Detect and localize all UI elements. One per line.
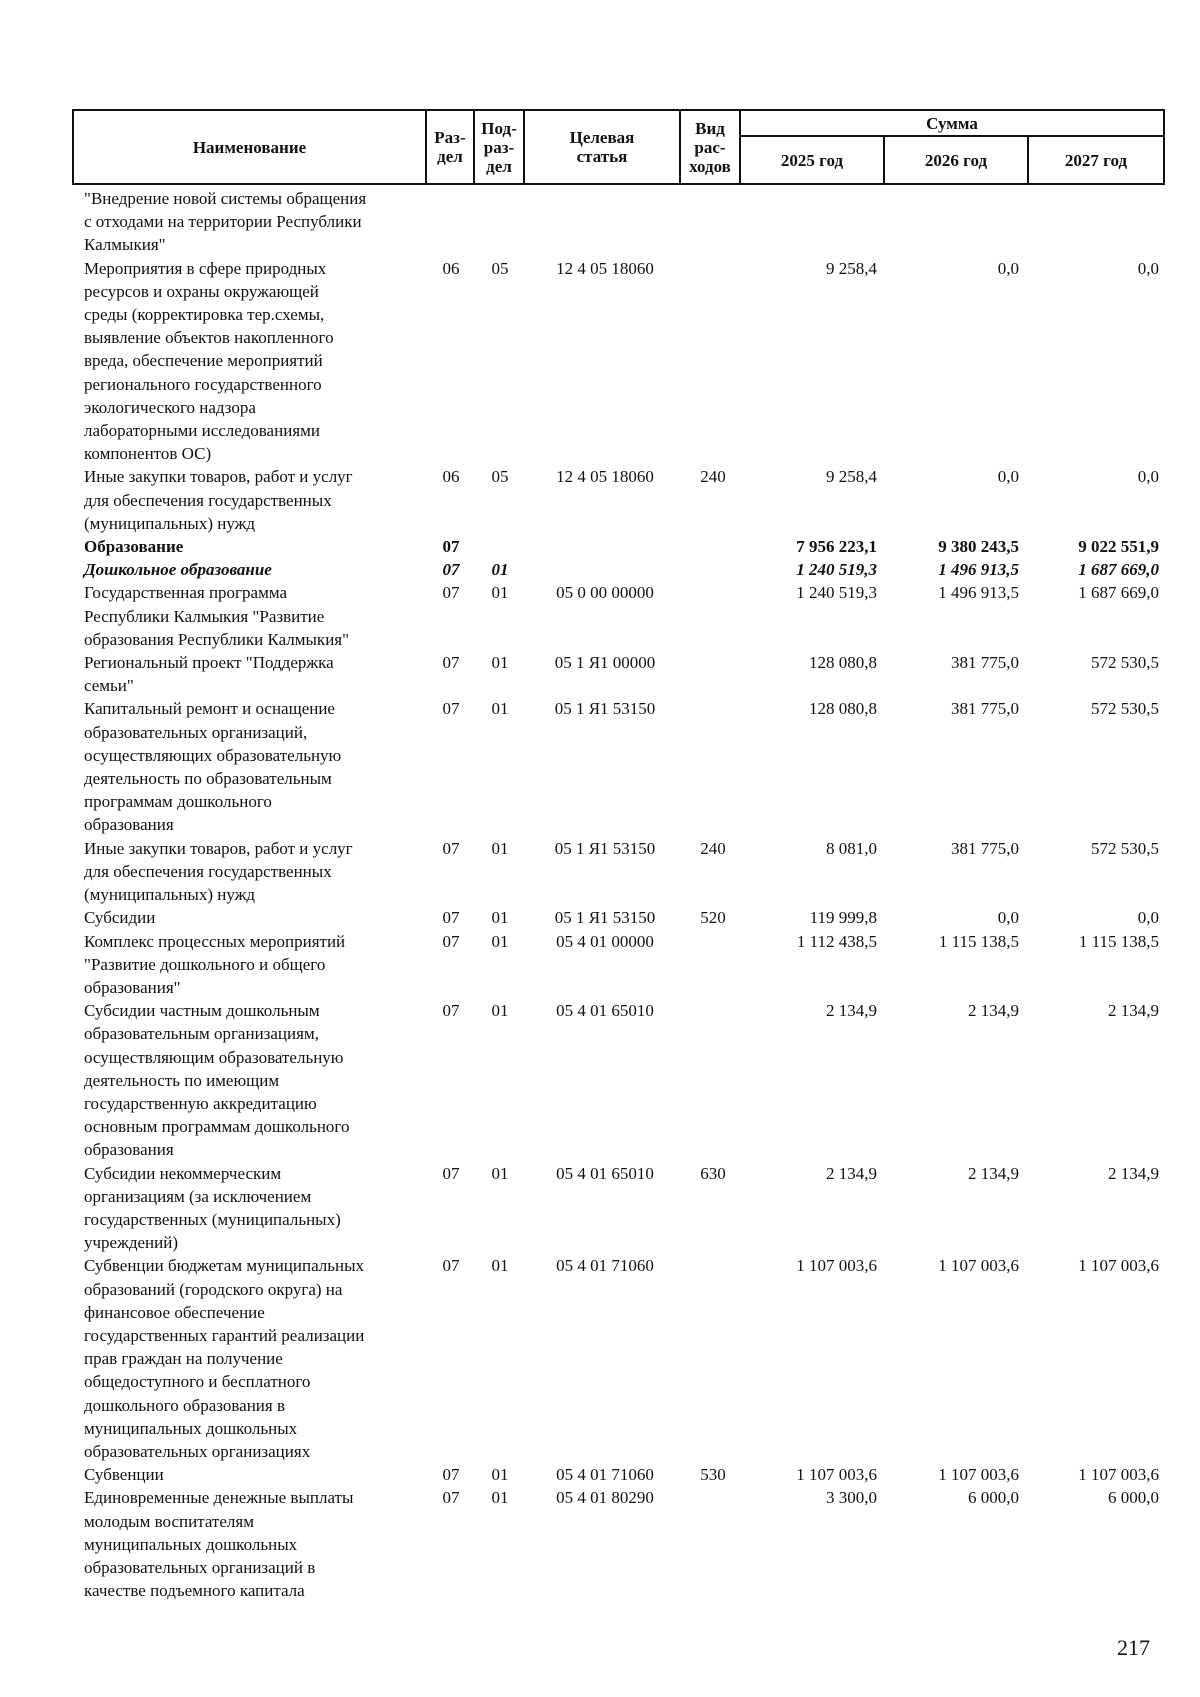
table-row — [72, 257, 1163, 466]
row-sum-2025: 1 112 438,5 — [796, 931, 877, 951]
row-celevaya: 05 1 Я1 53150 — [554, 699, 656, 719]
row-name: Субсидии частным дошкольным образовательным организациям, осуществляющим образовательную деятельность по имеющим государственную аккредитацию основным программам дошкольного образования — [84, 1001, 350, 1160]
row-sum-2027: 2 134,9 — [1108, 1163, 1159, 1183]
row-celevaya: 05 4 01 65010 — [556, 1001, 654, 1021]
header-podrazdel-label: Под- раз- дел — [481, 118, 517, 176]
row-name: Иные закупки товаров, работ и услуг для обеспечения государственных (муниципальных) нужд — [84, 838, 353, 905]
row-sum-2027: 572 530,5 — [1091, 699, 1159, 719]
header-2027: 2027 год — [1028, 136, 1164, 184]
row-podrazdel: 01 — [491, 583, 509, 603]
row-name: Образование — [84, 537, 184, 557]
header-2026: 2026 год — [884, 136, 1028, 184]
row-name: Государственная программа Республики Калмыкия "Развитие образования Республики Калмыкия" — [84, 583, 350, 649]
row-celevaya: 05 4 01 00000 — [556, 931, 654, 951]
row-razdel: 07 — [442, 1465, 460, 1485]
table-row — [72, 1162, 1163, 1255]
row-razdel: 07 — [442, 560, 460, 580]
row-sum-2025: 1 107 003,6 — [796, 1256, 877, 1276]
row-name: Региональный проект "Поддержка семьи" — [84, 653, 334, 696]
row-name: Дошкольное образование — [84, 560, 272, 580]
row-celevaya: 05 0 00 00000 — [556, 583, 654, 603]
header-vid — [680, 110, 740, 184]
row-celevaya: 05 4 01 71060 — [556, 1256, 654, 1276]
row-sum-2027: 1 687 669,0 — [1078, 583, 1159, 603]
row-sum-2025: 2 134,9 — [826, 1001, 877, 1021]
row-sum-2026: 1 496 913,5 — [938, 583, 1019, 603]
row-sum-2027: 0,0 — [1137, 467, 1159, 487]
table-row — [72, 930, 1163, 1000]
row-sum-2027: 572 530,5 — [1091, 838, 1159, 858]
row-sum-2027: 0,0 — [1137, 908, 1159, 928]
row-razdel: 07 — [442, 908, 460, 928]
table-row — [72, 581, 1163, 651]
row-celevaya: 05 4 01 65010 — [556, 1163, 654, 1183]
table-row — [72, 1254, 1163, 1463]
row-podrazdel: 01 — [491, 1465, 509, 1485]
header-name: Наименование — [73, 110, 426, 184]
row-sum-2027: 6 000,0 — [1108, 1488, 1159, 1508]
row-sum-2027: 1 687 669,0 — [1078, 560, 1159, 580]
row-sum-2025: 1 107 003,6 — [796, 1465, 877, 1485]
row-name: Комплекс процессных мероприятий "Развитие дошкольного и общего образования" — [84, 931, 346, 997]
row-celevaya: 05 1 Я1 00000 — [554, 653, 656, 673]
row-vid: 520 — [700, 908, 726, 928]
table-row — [72, 906, 1163, 929]
row-sum-2025: 128 080,8 — [809, 653, 877, 673]
header-vid-label: Вид рас- ходов — [689, 118, 731, 176]
row-sum-2026: 1 107 003,6 — [938, 1465, 1019, 1485]
row-celevaya: 05 4 01 80290 — [556, 1488, 654, 1508]
row-podrazdel: 01 — [491, 838, 509, 858]
row-podrazdel: 01 — [491, 560, 509, 580]
row-name: "Внедрение новой системы обращения с отходами на территории Республики Калмыкия" — [84, 189, 367, 255]
row-vid: 530 — [700, 1465, 726, 1485]
row-razdel: 07 — [442, 1163, 460, 1183]
row-sum-2025: 7 956 223,1 — [796, 537, 877, 557]
row-razdel: 07 — [442, 1256, 460, 1276]
row-celevaya: 05 1 Я1 53150 — [554, 838, 656, 858]
row-sum-2026: 2 134,9 — [968, 1163, 1019, 1183]
row-sum-2026: 381 775,0 — [951, 838, 1019, 858]
row-sum-2026: 0,0 — [997, 467, 1019, 487]
row-sum-2026: 1 115 138,5 — [938, 931, 1019, 951]
row-name: Иные закупки товаров, работ и услуг для обеспечения государственных (муниципальных) нужд — [84, 467, 353, 533]
header-razdel-label: Раз- дел — [434, 128, 466, 166]
table-row — [72, 999, 1163, 1161]
row-vid: 240 — [700, 838, 726, 858]
row-sum-2026: 1 496 913,5 — [938, 560, 1019, 580]
row-sum-2027: 1 107 003,6 — [1078, 1256, 1159, 1276]
page-number: 217 — [1117, 1635, 1150, 1660]
row-celevaya: 05 4 01 71060 — [556, 1465, 654, 1485]
row-vid: 630 — [700, 1163, 726, 1183]
row-sum-2025: 119 999,8 — [809, 908, 877, 928]
table-row — [72, 465, 1163, 535]
table-row — [72, 558, 1163, 581]
row-celevaya: 12 4 05 18060 — [556, 258, 654, 278]
table-row — [72, 697, 1163, 836]
row-sum-2027: 2 134,9 — [1108, 1001, 1159, 1021]
row-sum-2026: 9 380 243,5 — [938, 537, 1019, 557]
row-razdel: 07 — [442, 931, 460, 951]
row-sum-2025: 3 300,0 — [826, 1488, 877, 1508]
row-name: Субвенции бюджетам муниципальных образований (городского округа) на финансовое обеспечение государственных гарантий реализации прав граждан на получение общедоступного и бесплатного дошкольного образования в муниципальных дошкольных образовательных организациях — [84, 1256, 365, 1461]
header-podrazdel — [474, 110, 524, 184]
row-podrazdel: 01 — [491, 1256, 509, 1276]
row-podrazdel: 01 — [491, 653, 509, 673]
row-vid: 240 — [700, 467, 726, 487]
row-sum-2027: 572 530,5 — [1091, 653, 1159, 673]
row-sum-2025: 8 081,0 — [826, 838, 877, 858]
row-razdel: 06 — [442, 467, 460, 487]
row-sum-2026: 381 775,0 — [951, 653, 1019, 673]
row-podrazdel: 01 — [491, 699, 509, 719]
row-sum-2026: 0,0 — [997, 258, 1019, 278]
row-razdel: 07 — [442, 537, 460, 557]
row-celevaya: 05 1 Я1 53150 — [554, 908, 656, 928]
row-razdel: 07 — [442, 1001, 460, 1021]
header-celevaya — [524, 110, 680, 184]
row-razdel: 07 — [442, 653, 460, 673]
row-podrazdel: 05 — [491, 467, 509, 487]
row-razdel: 07 — [442, 699, 460, 719]
header-celevaya-label: Целевая статья — [569, 128, 635, 166]
row-sum-2027: 9 022 551,9 — [1078, 537, 1159, 557]
row-sum-2025: 1 240 519,3 — [796, 583, 877, 603]
row-sum-2027: 1 115 138,5 — [1078, 931, 1159, 951]
row-razdel: 06 — [442, 258, 460, 278]
row-podrazdel: 01 — [491, 908, 509, 928]
row-name: Капитальный ремонт и оснащение образовательных организаций, осуществляющих образовательную деятельность по образовательным программам дошкольного образования — [84, 699, 342, 835]
row-name: Субсидии некоммерческим организациям (за исключением государственных (муниципальных) учреждений) — [84, 1163, 341, 1253]
row-name: Субвенции — [84, 1465, 164, 1485]
row-podrazdel: 01 — [491, 1163, 509, 1183]
row-sum-2025: 1 240 519,3 — [796, 560, 877, 580]
row-podrazdel: 01 — [491, 931, 509, 951]
row-sum-2027: 0,0 — [1137, 258, 1159, 278]
row-razdel: 07 — [442, 1488, 460, 1508]
row-name: Мероприятия в сфере природных ресурсов и охраны окружающей среды (корректировка тер.схемы, выявление объектов накопленного вреда, обеспечение мероприятий регионального государственного экологического надзора лабораторными исследованиями компонентов ОС) — [84, 258, 334, 464]
row-name: Единовременные денежные выплаты молодым воспитателям муниципальных дошкольных образовательных организаций в качестве подъемного капитала — [84, 1488, 354, 1601]
row-sum-2026: 1 107 003,6 — [938, 1256, 1019, 1276]
table-row — [72, 651, 1163, 697]
table-row — [72, 1486, 1163, 1602]
row-razdel: 07 — [442, 838, 460, 858]
row-sum-2025: 2 134,9 — [826, 1163, 877, 1183]
row-podrazdel: 05 — [491, 258, 509, 278]
row-sum-2026: 0,0 — [997, 908, 1019, 928]
row-sum-2026: 381 775,0 — [951, 699, 1019, 719]
header-summa: Сумма — [740, 110, 1164, 136]
header-2025: 2025 год — [740, 136, 884, 184]
row-sum-2025: 9 258,4 — [826, 258, 877, 278]
table-row — [72, 837, 1163, 907]
row-podrazdel: 01 — [491, 1488, 509, 1508]
row-sum-2027: 1 107 003,6 — [1078, 1465, 1159, 1485]
row-sum-2025: 9 258,4 — [826, 467, 877, 487]
header-razdel — [426, 110, 474, 184]
row-celevaya: 12 4 05 18060 — [556, 467, 654, 487]
table-row — [72, 1463, 1163, 1486]
table-row — [72, 187, 1163, 257]
table-header — [72, 109, 1165, 185]
row-razdel: 07 — [442, 583, 460, 603]
table-row — [72, 535, 1163, 558]
row-sum-2025: 128 080,8 — [809, 699, 877, 719]
row-podrazdel: 01 — [491, 1001, 509, 1021]
table-body — [72, 187, 1163, 1602]
row-name: Субсидии — [84, 908, 156, 928]
row-sum-2026: 2 134,9 — [968, 1001, 1019, 1021]
row-sum-2026: 6 000,0 — [968, 1488, 1019, 1508]
